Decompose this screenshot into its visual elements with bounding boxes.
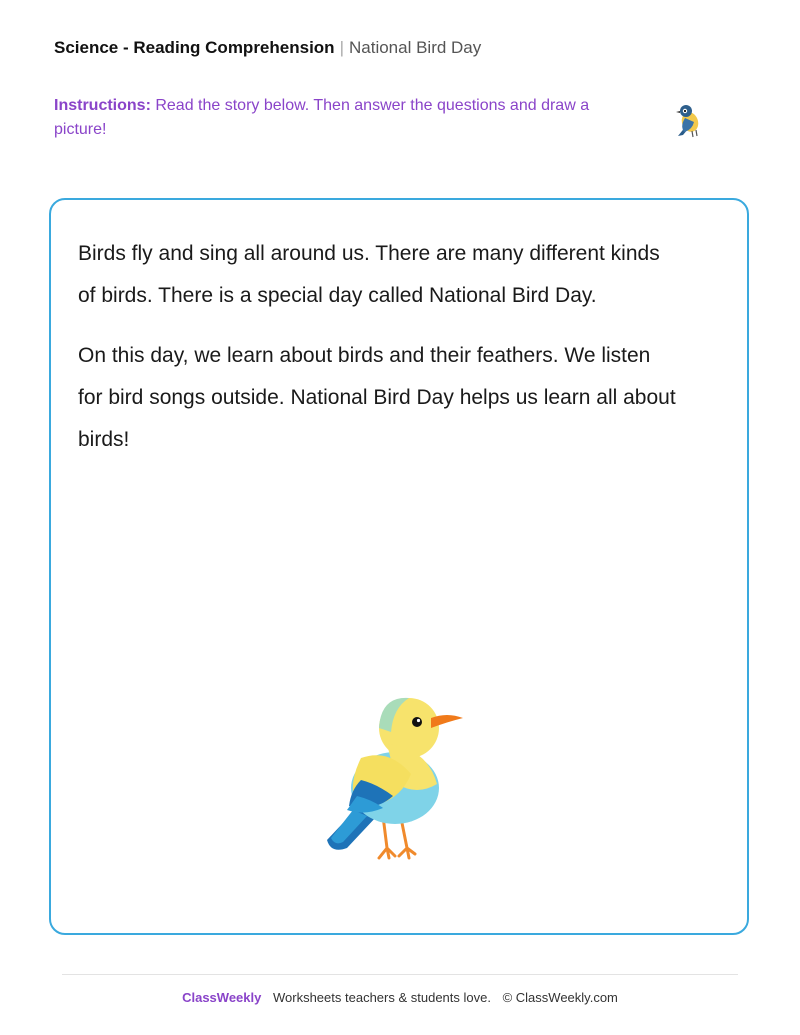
story-text xyxy=(78,233,678,479)
footer-copyright: © ClassWeekly.com xyxy=(502,990,618,1005)
page-header xyxy=(54,38,481,58)
footer-tagline: Worksheets teachers & students love. xyxy=(272,990,491,1005)
topic-title: National Bird Day xyxy=(348,38,482,57)
story-box xyxy=(49,198,749,935)
story-paragraph-1: Birds fly and sing all around us. There are many different kinds of birds. There is a special day called National Bird Day. xyxy=(78,242,660,307)
story-paragraph-2: On this day, we learn about birds and their feathers. We listen for bird songs outside. National Bird Day helps us learn all about birds! xyxy=(78,344,676,451)
footer-brand: ClassWeekly xyxy=(182,990,262,1005)
title-separator: | xyxy=(339,38,344,57)
footer-divider xyxy=(62,974,738,975)
bird-icon xyxy=(672,100,708,140)
bird-illustration xyxy=(317,688,467,868)
instructions-text: Read the story below. Then answer the questions and draw a picture! xyxy=(54,97,590,138)
instructions xyxy=(54,94,614,142)
footer xyxy=(0,990,800,1005)
instructions-label: Instructions: xyxy=(54,97,151,114)
subject-title: Science - Reading Comprehension xyxy=(54,38,335,57)
